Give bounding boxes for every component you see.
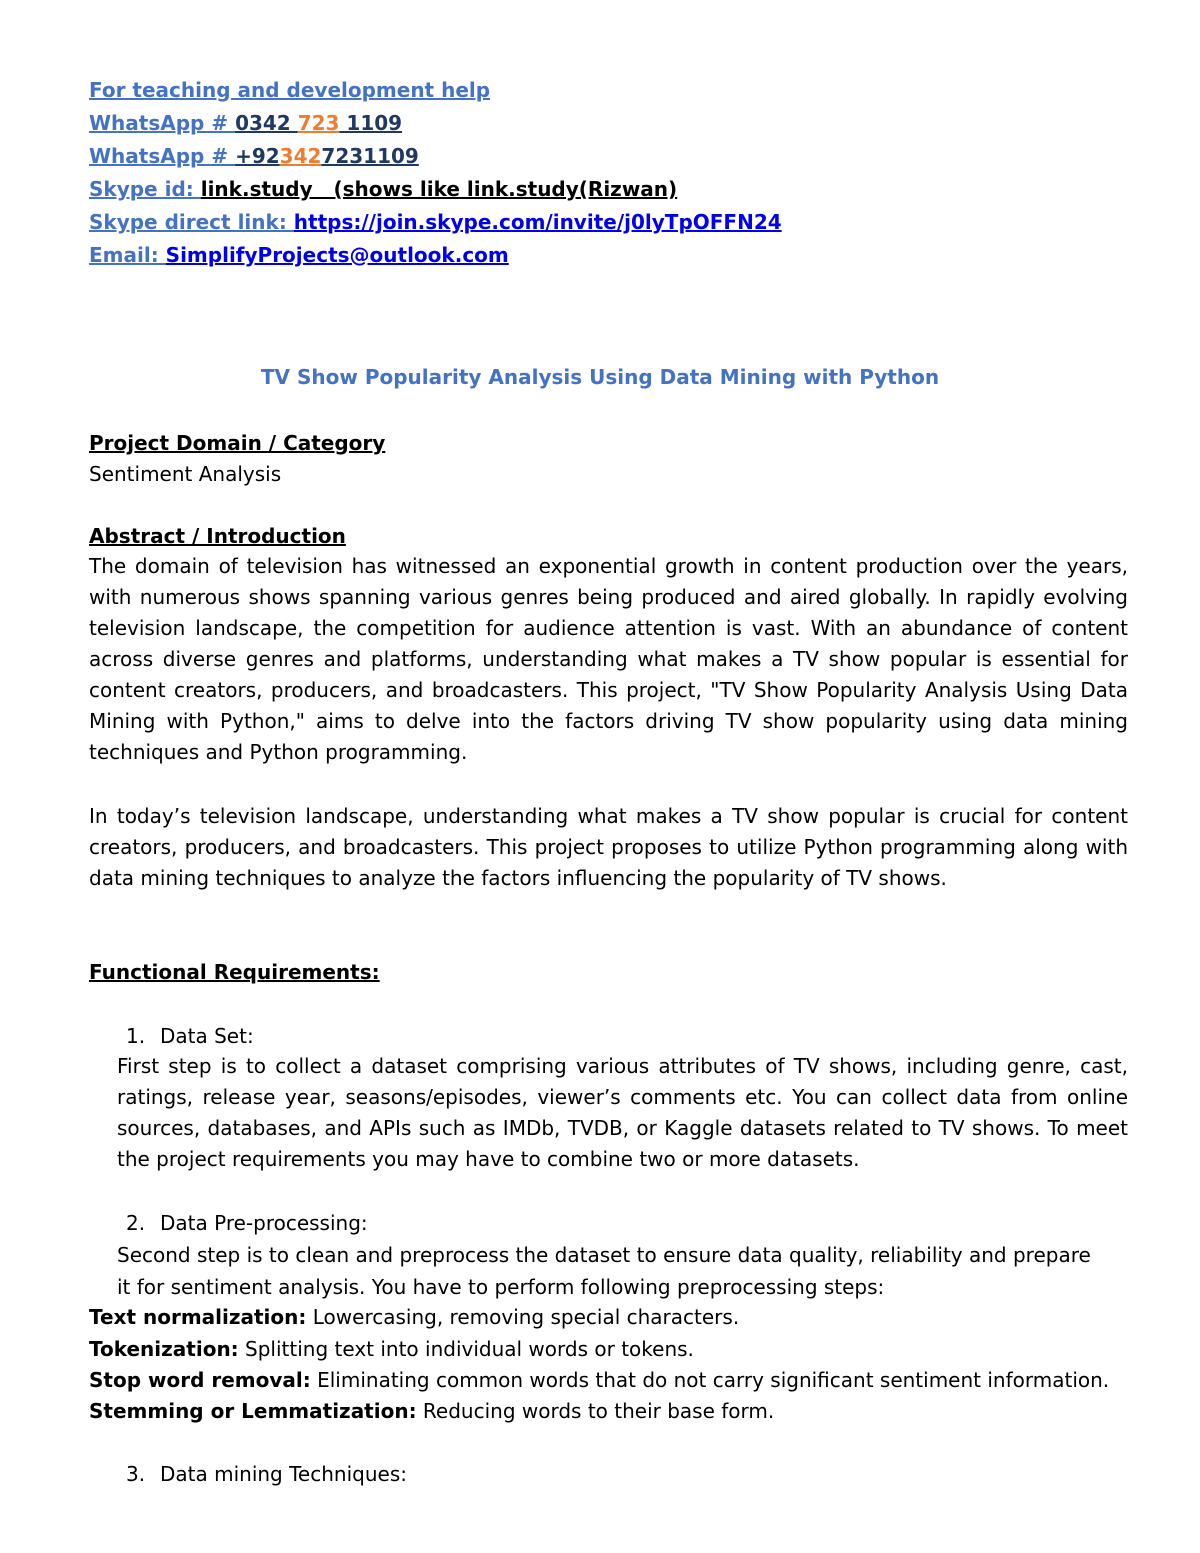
preprocess-step [89, 1399, 774, 1423]
skype-id-line [89, 177, 677, 201]
email-line [89, 243, 509, 267]
list-item-1-number: 1. [126, 1024, 146, 1048]
list-item-2-title: Data Pre-processing: [160, 1211, 368, 1235]
whatsapp-number-2c: 7231109 [321, 144, 419, 168]
abstract-heading: Abstract / Introduction [89, 524, 346, 548]
list-item-2-body-line-2: it for sentiment analysis. You have to perform following preprocessing steps: [117, 1275, 885, 1299]
step-text: Eliminating common words that do not carry significant sentiment information. [310, 1368, 1110, 1392]
email-label: Email: [89, 243, 166, 267]
list-item-1-body: First step is to collect a dataset comprising various attributes of TV shows, including genre, cast, ratings, release year, seasons/episodes, viewer’s comments etc. You can collect data from online sources, databases, and APIs such as IMDb, TVDB, or Kaggle datasets related to TV shows. To meet the project requirements you may have to combine two or more datasets. [117, 1054, 1128, 1171]
document-title: TV Show Popularity Analysis Using Data Mining with Python [260, 365, 940, 389]
whatsapp-line-1 [89, 111, 402, 135]
whatsapp-number-1a: 0342 [235, 111, 298, 135]
list-item-3-title: Data mining Techniques: [160, 1462, 407, 1486]
domain-value: Sentiment Analysis [89, 462, 282, 486]
teaching-help-line [89, 78, 490, 102]
whatsapp-line-2 [89, 144, 419, 168]
step-text: Splitting text into individual words or tokens. [238, 1337, 694, 1361]
abstract-paragraph-2: In today’s television landscape, understanding what makes a TV show popular is crucial for content creators, producers, and broadcasters. This project proposes to utilize Python programming along with data mining techniques to analyze the factors influencing the popularity of TV shows. [89, 804, 1128, 890]
skype-direct-link[interactable]: https://join.skype.com/invite/j0lyTpOFFN24 [293, 210, 782, 234]
whatsapp-label-2: WhatsApp # [89, 144, 236, 168]
list-item-3-number: 3. [126, 1462, 146, 1486]
list-item-1-title: Data Set: [160, 1024, 254, 1048]
preprocess-step [89, 1368, 1109, 1392]
abstract-paragraph-1: The domain of television has witnessed an exponential growth in content production over the years, with numerous shows spanning various genres being produced and aired globally. In rapidly evolving television landscape, the competition for audience attention is vast. With an abundance of content across diverse genres and platforms, understanding what makes a TV show popular is essential for content creators, producers, and broadcasters. This project, "TV Show Popularity Analysis Using Data Mining with Python," aims to delve into the factors driving TV show popularity using data mining techniques and Python programming. [89, 554, 1128, 764]
step-text: Lowercasing, removing special characters. [306, 1305, 740, 1329]
preprocess-step [89, 1305, 739, 1329]
skype-id-value: link.study (shows like link.study(Rizwan) [200, 177, 678, 201]
list-item-2-body-line-1: Second step is to clean and preprocess the dataset to ensure data quality, reliability and prepare [117, 1243, 1091, 1267]
step-label: Tokenization: [89, 1337, 239, 1361]
skype-link-label: Skype direct link: [89, 210, 294, 234]
preprocess-step [89, 1337, 694, 1361]
functional-heading: Functional Requirements: [89, 960, 380, 984]
email-link[interactable]: SimplifyProjects@outlook.com [165, 243, 509, 267]
skype-link-line [89, 210, 782, 234]
whatsapp-number-2a: +92 [235, 144, 280, 168]
step-label: Text normalization: [89, 1305, 307, 1329]
whatsapp-number-2b: 342 [279, 144, 322, 168]
skype-id-label: Skype id: [89, 177, 201, 201]
whatsapp-number-1c: 1109 [339, 111, 403, 135]
step-text: Reducing words to their base form. [416, 1399, 775, 1423]
teaching-help-text: For teaching and development help [89, 78, 491, 102]
whatsapp-number-1b: 723 [297, 111, 340, 135]
list-item-2-number: 2. [126, 1211, 146, 1235]
step-label: Stemming or Lemmatization: [89, 1399, 417, 1423]
whatsapp-label-1: WhatsApp # [89, 111, 236, 135]
domain-heading: Project Domain / Category [89, 431, 386, 455]
step-label: Stop word removal: [89, 1368, 311, 1392]
